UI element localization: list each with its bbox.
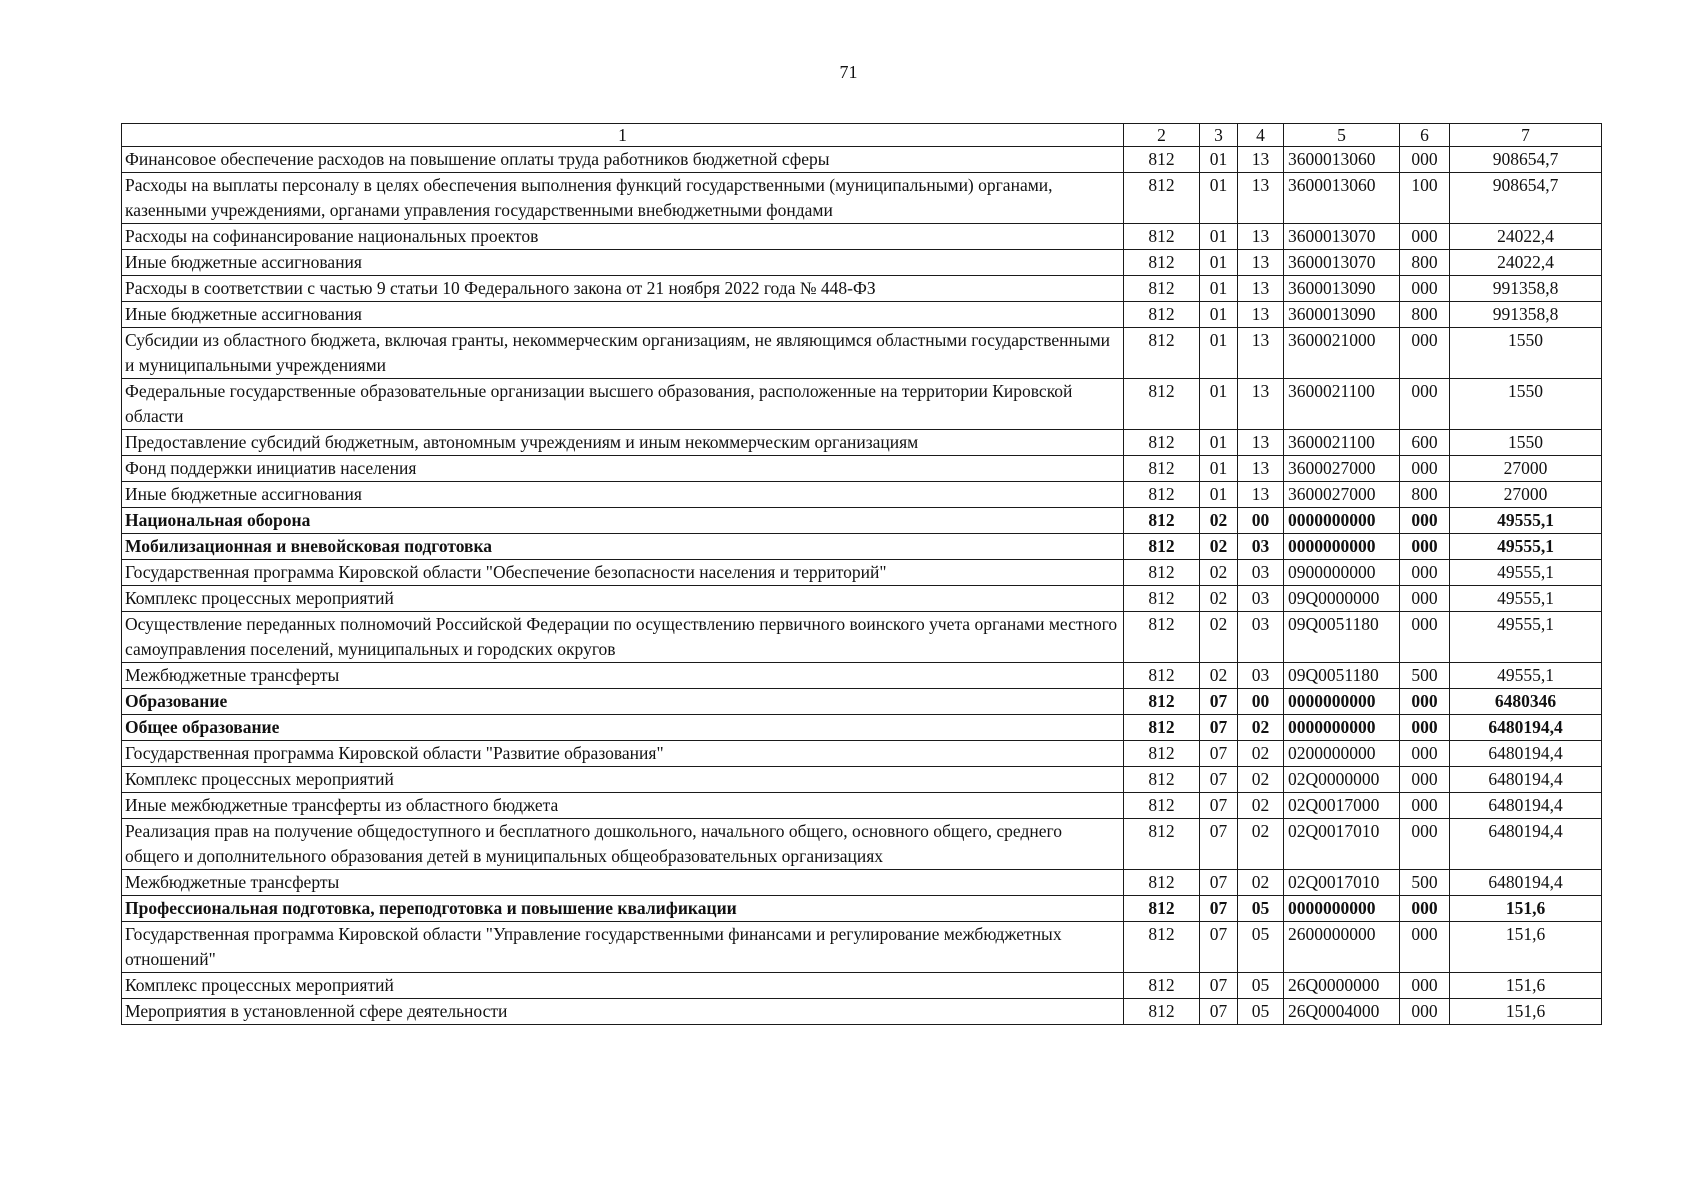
table-row	[122, 689, 1602, 715]
row-chapter-code: 812	[1124, 973, 1200, 999]
row-expense-type: 000	[1400, 276, 1450, 302]
row-expense-type: 000	[1400, 922, 1450, 973]
row-chapter-code: 812	[1124, 715, 1200, 741]
row-subsection-code: 13	[1238, 173, 1284, 224]
table-row	[122, 819, 1602, 870]
row-name: Комплекс процессных мероприятий	[122, 767, 1124, 793]
row-target-code: 3600013090	[1284, 276, 1400, 302]
header-col-5: 5	[1284, 124, 1400, 147]
row-chapter-code: 812	[1124, 819, 1200, 870]
row-section-code: 02	[1200, 663, 1238, 689]
row-chapter-code: 812	[1124, 147, 1200, 173]
row-subsection-code: 13	[1238, 250, 1284, 276]
row-amount: 49555,1	[1450, 508, 1602, 534]
row-section-code: 07	[1200, 973, 1238, 999]
row-section-code: 01	[1200, 482, 1238, 508]
row-chapter-code: 812	[1124, 430, 1200, 456]
table-row	[122, 663, 1602, 689]
row-section-code: 07	[1200, 922, 1238, 973]
row-amount: 991358,8	[1450, 276, 1602, 302]
row-subsection-code: 03	[1238, 612, 1284, 663]
row-target-code: 26Q0000000	[1284, 973, 1400, 999]
row-expense-type: 000	[1400, 793, 1450, 819]
row-chapter-code: 812	[1124, 689, 1200, 715]
row-section-code: 07	[1200, 896, 1238, 922]
row-subsection-code: 05	[1238, 896, 1284, 922]
row-chapter-code: 812	[1124, 870, 1200, 896]
row-subsection-code: 05	[1238, 973, 1284, 999]
table-row	[122, 508, 1602, 534]
row-name: Профессиональная подготовка, переподготовка и повышение квалификации	[122, 896, 1124, 922]
row-target-code: 3600013070	[1284, 250, 1400, 276]
row-subsection-code: 05	[1238, 999, 1284, 1025]
row-subsection-code: 02	[1238, 741, 1284, 767]
table-row	[122, 456, 1602, 482]
row-expense-type: 000	[1400, 612, 1450, 663]
row-amount: 49555,1	[1450, 586, 1602, 612]
row-expense-type: 000	[1400, 379, 1450, 430]
header-row	[122, 124, 1602, 147]
row-name: Реализация прав на получение общедоступного и бесплатного дошкольного, начального общего, основного общего, среднего общего и дополнительного образования детей в муниципальных общеобразовательных организациях	[122, 819, 1124, 870]
row-section-code: 02	[1200, 560, 1238, 586]
row-target-code: 0000000000	[1284, 715, 1400, 741]
row-expense-type: 000	[1400, 456, 1450, 482]
row-target-code: 02Q0000000	[1284, 767, 1400, 793]
row-name: Межбюджетные трансферты	[122, 663, 1124, 689]
row-chapter-code: 812	[1124, 224, 1200, 250]
row-amount: 1550	[1450, 328, 1602, 379]
table-row	[122, 612, 1602, 663]
row-expense-type: 000	[1400, 767, 1450, 793]
table-row	[122, 224, 1602, 250]
row-amount: 24022,4	[1450, 250, 1602, 276]
row-chapter-code: 812	[1124, 741, 1200, 767]
row-expense-type: 100	[1400, 173, 1450, 224]
row-subsection-code: 13	[1238, 482, 1284, 508]
row-chapter-code: 812	[1124, 560, 1200, 586]
row-target-code: 3600027000	[1284, 456, 1400, 482]
row-chapter-code: 812	[1124, 534, 1200, 560]
row-target-code: 0000000000	[1284, 689, 1400, 715]
row-subsection-code: 13	[1238, 328, 1284, 379]
row-subsection-code: 00	[1238, 689, 1284, 715]
row-subsection-code: 13	[1238, 379, 1284, 430]
row-name: Национальная оборона	[122, 508, 1124, 534]
row-target-code: 3600027000	[1284, 482, 1400, 508]
row-expense-type: 000	[1400, 586, 1450, 612]
row-chapter-code: 812	[1124, 276, 1200, 302]
row-name: Комплекс процессных мероприятий	[122, 586, 1124, 612]
table-row	[122, 896, 1602, 922]
row-amount: 6480194,4	[1450, 715, 1602, 741]
row-target-code: 02Q0017010	[1284, 870, 1400, 896]
row-chapter-code: 812	[1124, 173, 1200, 224]
header-col-7: 7	[1450, 124, 1602, 147]
row-expense-type: 800	[1400, 250, 1450, 276]
table-row	[122, 534, 1602, 560]
row-chapter-code: 812	[1124, 663, 1200, 689]
row-target-code: 3600013060	[1284, 147, 1400, 173]
row-amount: 151,6	[1450, 922, 1602, 973]
row-amount: 151,6	[1450, 999, 1602, 1025]
header-col-6: 6	[1400, 124, 1450, 147]
row-name: Образование	[122, 689, 1124, 715]
row-expense-type: 000	[1400, 896, 1450, 922]
row-section-code: 01	[1200, 276, 1238, 302]
row-name: Фонд поддержки инициатив населения	[122, 456, 1124, 482]
table-row	[122, 922, 1602, 973]
row-expense-type: 000	[1400, 689, 1450, 715]
row-expense-type: 800	[1400, 302, 1450, 328]
row-amount: 49555,1	[1450, 560, 1602, 586]
table-row	[122, 586, 1602, 612]
table-row	[122, 560, 1602, 586]
row-name: Предоставление субсидий бюджетным, автономным учреждениям и иным некоммерческим организациям	[122, 430, 1124, 456]
row-target-code: 09Q0051180	[1284, 612, 1400, 663]
row-section-code: 01	[1200, 224, 1238, 250]
header-col-2: 2	[1124, 124, 1200, 147]
row-expense-type: 000	[1400, 973, 1450, 999]
row-chapter-code: 812	[1124, 508, 1200, 534]
row-amount: 27000	[1450, 482, 1602, 508]
row-section-code: 01	[1200, 379, 1238, 430]
row-section-code: 02	[1200, 586, 1238, 612]
row-name: Иные бюджетные ассигнования	[122, 482, 1124, 508]
row-name: Мобилизационная и вневойсковая подготовка	[122, 534, 1124, 560]
row-target-code: 0000000000	[1284, 534, 1400, 560]
row-subsection-code: 13	[1238, 147, 1284, 173]
row-amount: 151,6	[1450, 973, 1602, 999]
row-section-code: 02	[1200, 534, 1238, 560]
header-col-3: 3	[1200, 124, 1238, 147]
row-section-code: 01	[1200, 173, 1238, 224]
row-amount: 908654,7	[1450, 147, 1602, 173]
row-target-code: 3600021100	[1284, 430, 1400, 456]
row-chapter-code: 812	[1124, 302, 1200, 328]
row-subsection-code: 02	[1238, 819, 1284, 870]
row-name: Иные бюджетные ассигнования	[122, 302, 1124, 328]
row-name: Иные межбюджетные трансферты из областного бюджета	[122, 793, 1124, 819]
table-row	[122, 741, 1602, 767]
table-row	[122, 973, 1602, 999]
row-name: Расходы на выплаты персоналу в целях обеспечения выполнения функций государственными (муниципальными) органами, казенными учреждениями, органами управления государственными внебюджетными фондами	[122, 173, 1124, 224]
row-subsection-code: 13	[1238, 276, 1284, 302]
row-expense-type: 600	[1400, 430, 1450, 456]
table-row	[122, 793, 1602, 819]
row-expense-type: 800	[1400, 482, 1450, 508]
row-section-code: 07	[1200, 715, 1238, 741]
row-amount: 6480194,4	[1450, 741, 1602, 767]
row-subsection-code: 02	[1238, 793, 1284, 819]
row-name: Государственная программа Кировской области "Управление государственными финансами и регулирование межбюджетных отношений"	[122, 922, 1124, 973]
row-section-code: 07	[1200, 793, 1238, 819]
row-section-code: 01	[1200, 250, 1238, 276]
row-section-code: 01	[1200, 147, 1238, 173]
row-amount: 49555,1	[1450, 663, 1602, 689]
row-target-code: 3600021000	[1284, 328, 1400, 379]
row-chapter-code: 812	[1124, 922, 1200, 973]
table-row	[122, 870, 1602, 896]
row-target-code: 3600013060	[1284, 173, 1400, 224]
row-target-code: 09Q0051180	[1284, 663, 1400, 689]
row-section-code: 07	[1200, 870, 1238, 896]
table-row	[122, 328, 1602, 379]
table-body	[122, 147, 1602, 1025]
table-row	[122, 767, 1602, 793]
row-amount: 49555,1	[1450, 612, 1602, 663]
header-col-1: 1	[122, 124, 1124, 147]
row-chapter-code: 812	[1124, 612, 1200, 663]
row-target-code: 0000000000	[1284, 896, 1400, 922]
row-chapter-code: 812	[1124, 328, 1200, 379]
row-expense-type: 000	[1400, 999, 1450, 1025]
row-target-code: 3600013090	[1284, 302, 1400, 328]
row-amount: 6480194,4	[1450, 819, 1602, 870]
row-expense-type: 000	[1400, 224, 1450, 250]
row-name: Федеральные государственные образовательные организации высшего образования, расположенные на территории Кировской области	[122, 379, 1124, 430]
row-subsection-code: 13	[1238, 430, 1284, 456]
row-chapter-code: 812	[1124, 250, 1200, 276]
row-amount: 6480346	[1450, 689, 1602, 715]
row-name: Расходы в соответствии с частью 9 статьи 10 Федерального закона от 21 ноября 2022 года № 448-ФЗ	[122, 276, 1124, 302]
row-amount: 6480194,4	[1450, 870, 1602, 896]
table-row	[122, 715, 1602, 741]
row-target-code: 26Q0004000	[1284, 999, 1400, 1025]
page-number: 71	[839, 62, 858, 82]
row-name: Финансовое обеспечение расходов на повышение оплаты труда работников бюджетной сферы	[122, 147, 1124, 173]
row-amount: 27000	[1450, 456, 1602, 482]
row-target-code: 3600013070	[1284, 224, 1400, 250]
row-chapter-code: 812	[1124, 586, 1200, 612]
row-amount: 49555,1	[1450, 534, 1602, 560]
row-name: Субсидии из областного бюджета, включая гранты, некоммерческим организациям, не являющимся областными государственными и муниципальными учреждениями	[122, 328, 1124, 379]
row-expense-type: 500	[1400, 870, 1450, 896]
row-amount: 6480194,4	[1450, 767, 1602, 793]
row-target-code: 0900000000	[1284, 560, 1400, 586]
row-expense-type: 000	[1400, 534, 1450, 560]
row-subsection-code: 02	[1238, 767, 1284, 793]
row-expense-type: 000	[1400, 328, 1450, 379]
row-expense-type: 000	[1400, 560, 1450, 586]
row-chapter-code: 812	[1124, 767, 1200, 793]
row-subsection-code: 13	[1238, 224, 1284, 250]
row-subsection-code: 02	[1238, 870, 1284, 896]
row-subsection-code: 03	[1238, 663, 1284, 689]
table-row	[122, 276, 1602, 302]
table-row	[122, 147, 1602, 173]
table-row	[122, 250, 1602, 276]
row-section-code: 02	[1200, 508, 1238, 534]
row-target-code: 0000000000	[1284, 508, 1400, 534]
row-amount: 6480194,4	[1450, 793, 1602, 819]
row-section-code: 07	[1200, 689, 1238, 715]
row-subsection-code: 05	[1238, 922, 1284, 973]
row-name: Мероприятия в установленной сфере деятельности	[122, 999, 1124, 1025]
header-col-4: 4	[1238, 124, 1284, 147]
row-target-code: 0200000000	[1284, 741, 1400, 767]
row-amount: 908654,7	[1450, 173, 1602, 224]
row-target-code: 2600000000	[1284, 922, 1400, 973]
row-section-code: 07	[1200, 741, 1238, 767]
table-row	[122, 482, 1602, 508]
row-name: Межбюджетные трансферты	[122, 870, 1124, 896]
row-chapter-code: 812	[1124, 482, 1200, 508]
row-amount: 991358,8	[1450, 302, 1602, 328]
row-amount: 1550	[1450, 379, 1602, 430]
row-subsection-code: 00	[1238, 508, 1284, 534]
row-target-code: 02Q0017000	[1284, 793, 1400, 819]
row-subsection-code: 02	[1238, 715, 1284, 741]
row-chapter-code: 812	[1124, 896, 1200, 922]
row-name: Государственная программа Кировской области "Обеспечение безопасности населения и территорий"	[122, 560, 1124, 586]
row-expense-type: 000	[1400, 508, 1450, 534]
row-target-code: 02Q0017010	[1284, 819, 1400, 870]
row-subsection-code: 03	[1238, 534, 1284, 560]
row-expense-type: 000	[1400, 147, 1450, 173]
row-section-code: 01	[1200, 430, 1238, 456]
row-chapter-code: 812	[1124, 379, 1200, 430]
row-chapter-code: 812	[1124, 793, 1200, 819]
table-row	[122, 430, 1602, 456]
budget-table	[121, 123, 1602, 1025]
row-amount: 1550	[1450, 430, 1602, 456]
row-subsection-code: 13	[1238, 456, 1284, 482]
row-amount: 151,6	[1450, 896, 1602, 922]
row-amount: 24022,4	[1450, 224, 1602, 250]
row-chapter-code: 812	[1124, 999, 1200, 1025]
row-subsection-code: 03	[1238, 560, 1284, 586]
row-name: Комплекс процессных мероприятий	[122, 973, 1124, 999]
row-expense-type: 000	[1400, 715, 1450, 741]
row-name: Осуществление переданных полномочий Российской Федерации по осуществлению первичного воинского учета органами местного самоуправления поселений, муниципальных и городских округов	[122, 612, 1124, 663]
row-expense-type: 500	[1400, 663, 1450, 689]
row-name: Расходы на софинансирование национальных проектов	[122, 224, 1124, 250]
row-section-code: 01	[1200, 328, 1238, 379]
row-target-code: 09Q0000000	[1284, 586, 1400, 612]
table-row	[122, 302, 1602, 328]
row-name: Государственная программа Кировской области "Развитие образования"	[122, 741, 1124, 767]
row-section-code: 07	[1200, 999, 1238, 1025]
row-section-code: 02	[1200, 612, 1238, 663]
row-target-code: 3600021100	[1284, 379, 1400, 430]
table-row	[122, 999, 1602, 1025]
row-section-code: 07	[1200, 767, 1238, 793]
table-row	[122, 173, 1602, 224]
row-expense-type: 000	[1400, 741, 1450, 767]
row-section-code: 07	[1200, 819, 1238, 870]
row-section-code: 01	[1200, 456, 1238, 482]
row-expense-type: 000	[1400, 819, 1450, 870]
row-subsection-code: 13	[1238, 302, 1284, 328]
row-chapter-code: 812	[1124, 456, 1200, 482]
row-subsection-code: 03	[1238, 586, 1284, 612]
row-name: Общее образование	[122, 715, 1124, 741]
row-section-code: 01	[1200, 302, 1238, 328]
table-row	[122, 379, 1602, 430]
row-name: Иные бюджетные ассигнования	[122, 250, 1124, 276]
